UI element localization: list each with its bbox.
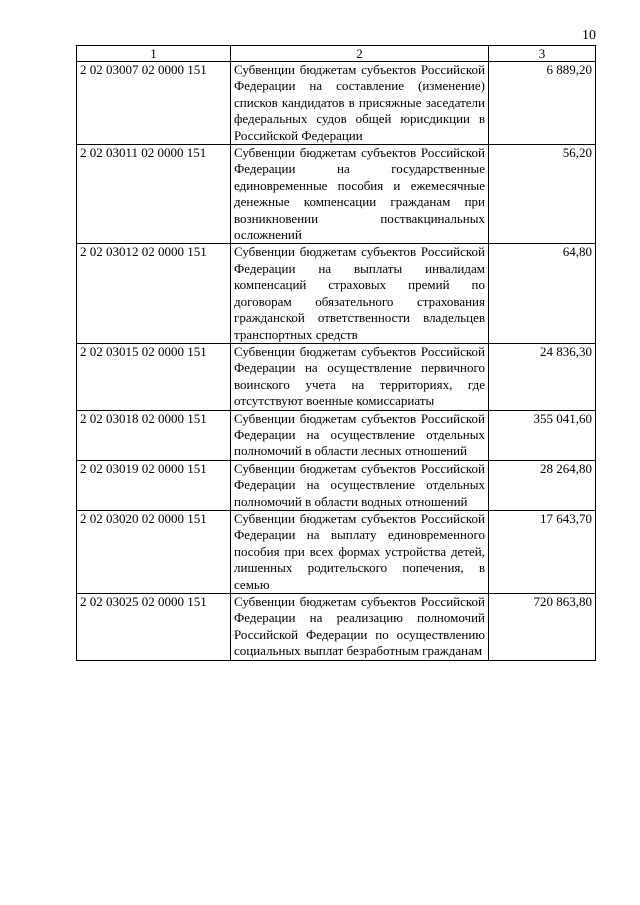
table-row <box>77 145 596 244</box>
subvention-amount: 24 836,30 <box>489 343 596 410</box>
subvention-description: Субвенции бюджетам субъектов Российской Федерации на выплату единовременного пособия при всех формах устройства детей, лишенных родительского попечения, в семью <box>231 510 489 593</box>
header-row <box>77 46 596 62</box>
subvention-description: Субвенции бюджетам субъектов Российской Федерации на осуществление отдельных полномочий в области водных отношений <box>231 460 489 510</box>
subvention-description: Субвенции бюджетам субъектов Российской Федерации на осуществление отдельных полномочий в области лесных отношений <box>231 410 489 460</box>
subvention-description: Субвенции бюджетам субъектов Российской Федерации на осуществление первичного воинского учета на территориях, где отсутствуют военные комиссариаты <box>231 343 489 410</box>
subvention-description: Субвенции бюджетам субъектов Российской Федерации на государственные единовременные пособия и ежемесячные денежные компенсации гражданам при возникновении поствакцинальных осложнений <box>231 145 489 244</box>
table-row <box>77 460 596 510</box>
table-row <box>77 343 596 410</box>
budget-code: 2 02 03018 02 0000 151 <box>77 410 231 460</box>
subvention-description: Субвенции бюджетам субъектов Российской Федерации на составление (изменение) списков кандидатов в присяжные заседатели федеральных судов общей юрисдикции в Российской Федерации <box>231 62 489 145</box>
subvention-amount: 720 863,80 <box>489 594 596 661</box>
subvention-amount: 6 889,20 <box>489 62 596 145</box>
budget-table <box>76 45 596 661</box>
budget-code: 2 02 03011 02 0000 151 <box>77 145 231 244</box>
budget-code: 2 02 03012 02 0000 151 <box>77 244 231 343</box>
subvention-amount: 355 041,60 <box>489 410 596 460</box>
table-row <box>77 62 596 145</box>
subvention-amount: 17 643,70 <box>489 510 596 593</box>
budget-code: 2 02 03007 02 0000 151 <box>77 62 231 145</box>
subvention-amount: 56,20 <box>489 145 596 244</box>
table-body <box>77 62 596 661</box>
table-row <box>77 594 596 661</box>
subvention-amount: 28 264,80 <box>489 460 596 510</box>
table-row <box>77 510 596 593</box>
subvention-description: Субвенции бюджетам субъектов Российской Федерации на выплаты инвалидам компенсаций страховых премий по договорам обязательного страхования гражданской ответственности владельцев транспортных средств <box>231 244 489 343</box>
page-number: 10 <box>582 28 596 43</box>
column-header-code: 1 <box>77 46 231 62</box>
column-header-description: 2 <box>231 46 489 62</box>
subvention-amount: 64,80 <box>489 244 596 343</box>
table-header <box>77 46 596 62</box>
budget-code: 2 02 03015 02 0000 151 <box>77 343 231 410</box>
subvention-description: Субвенции бюджетам субъектов Российской Федерации на реализацию полномочий Российской Федерации по осуществлению социальных выплат безработным гражданам <box>231 594 489 661</box>
column-header-amount: 3 <box>489 46 596 62</box>
budget-code: 2 02 03020 02 0000 151 <box>77 510 231 593</box>
budget-code: 2 02 03019 02 0000 151 <box>77 460 231 510</box>
table-row <box>77 244 596 343</box>
budget-code: 2 02 03025 02 0000 151 <box>77 594 231 661</box>
table-row <box>77 410 596 460</box>
